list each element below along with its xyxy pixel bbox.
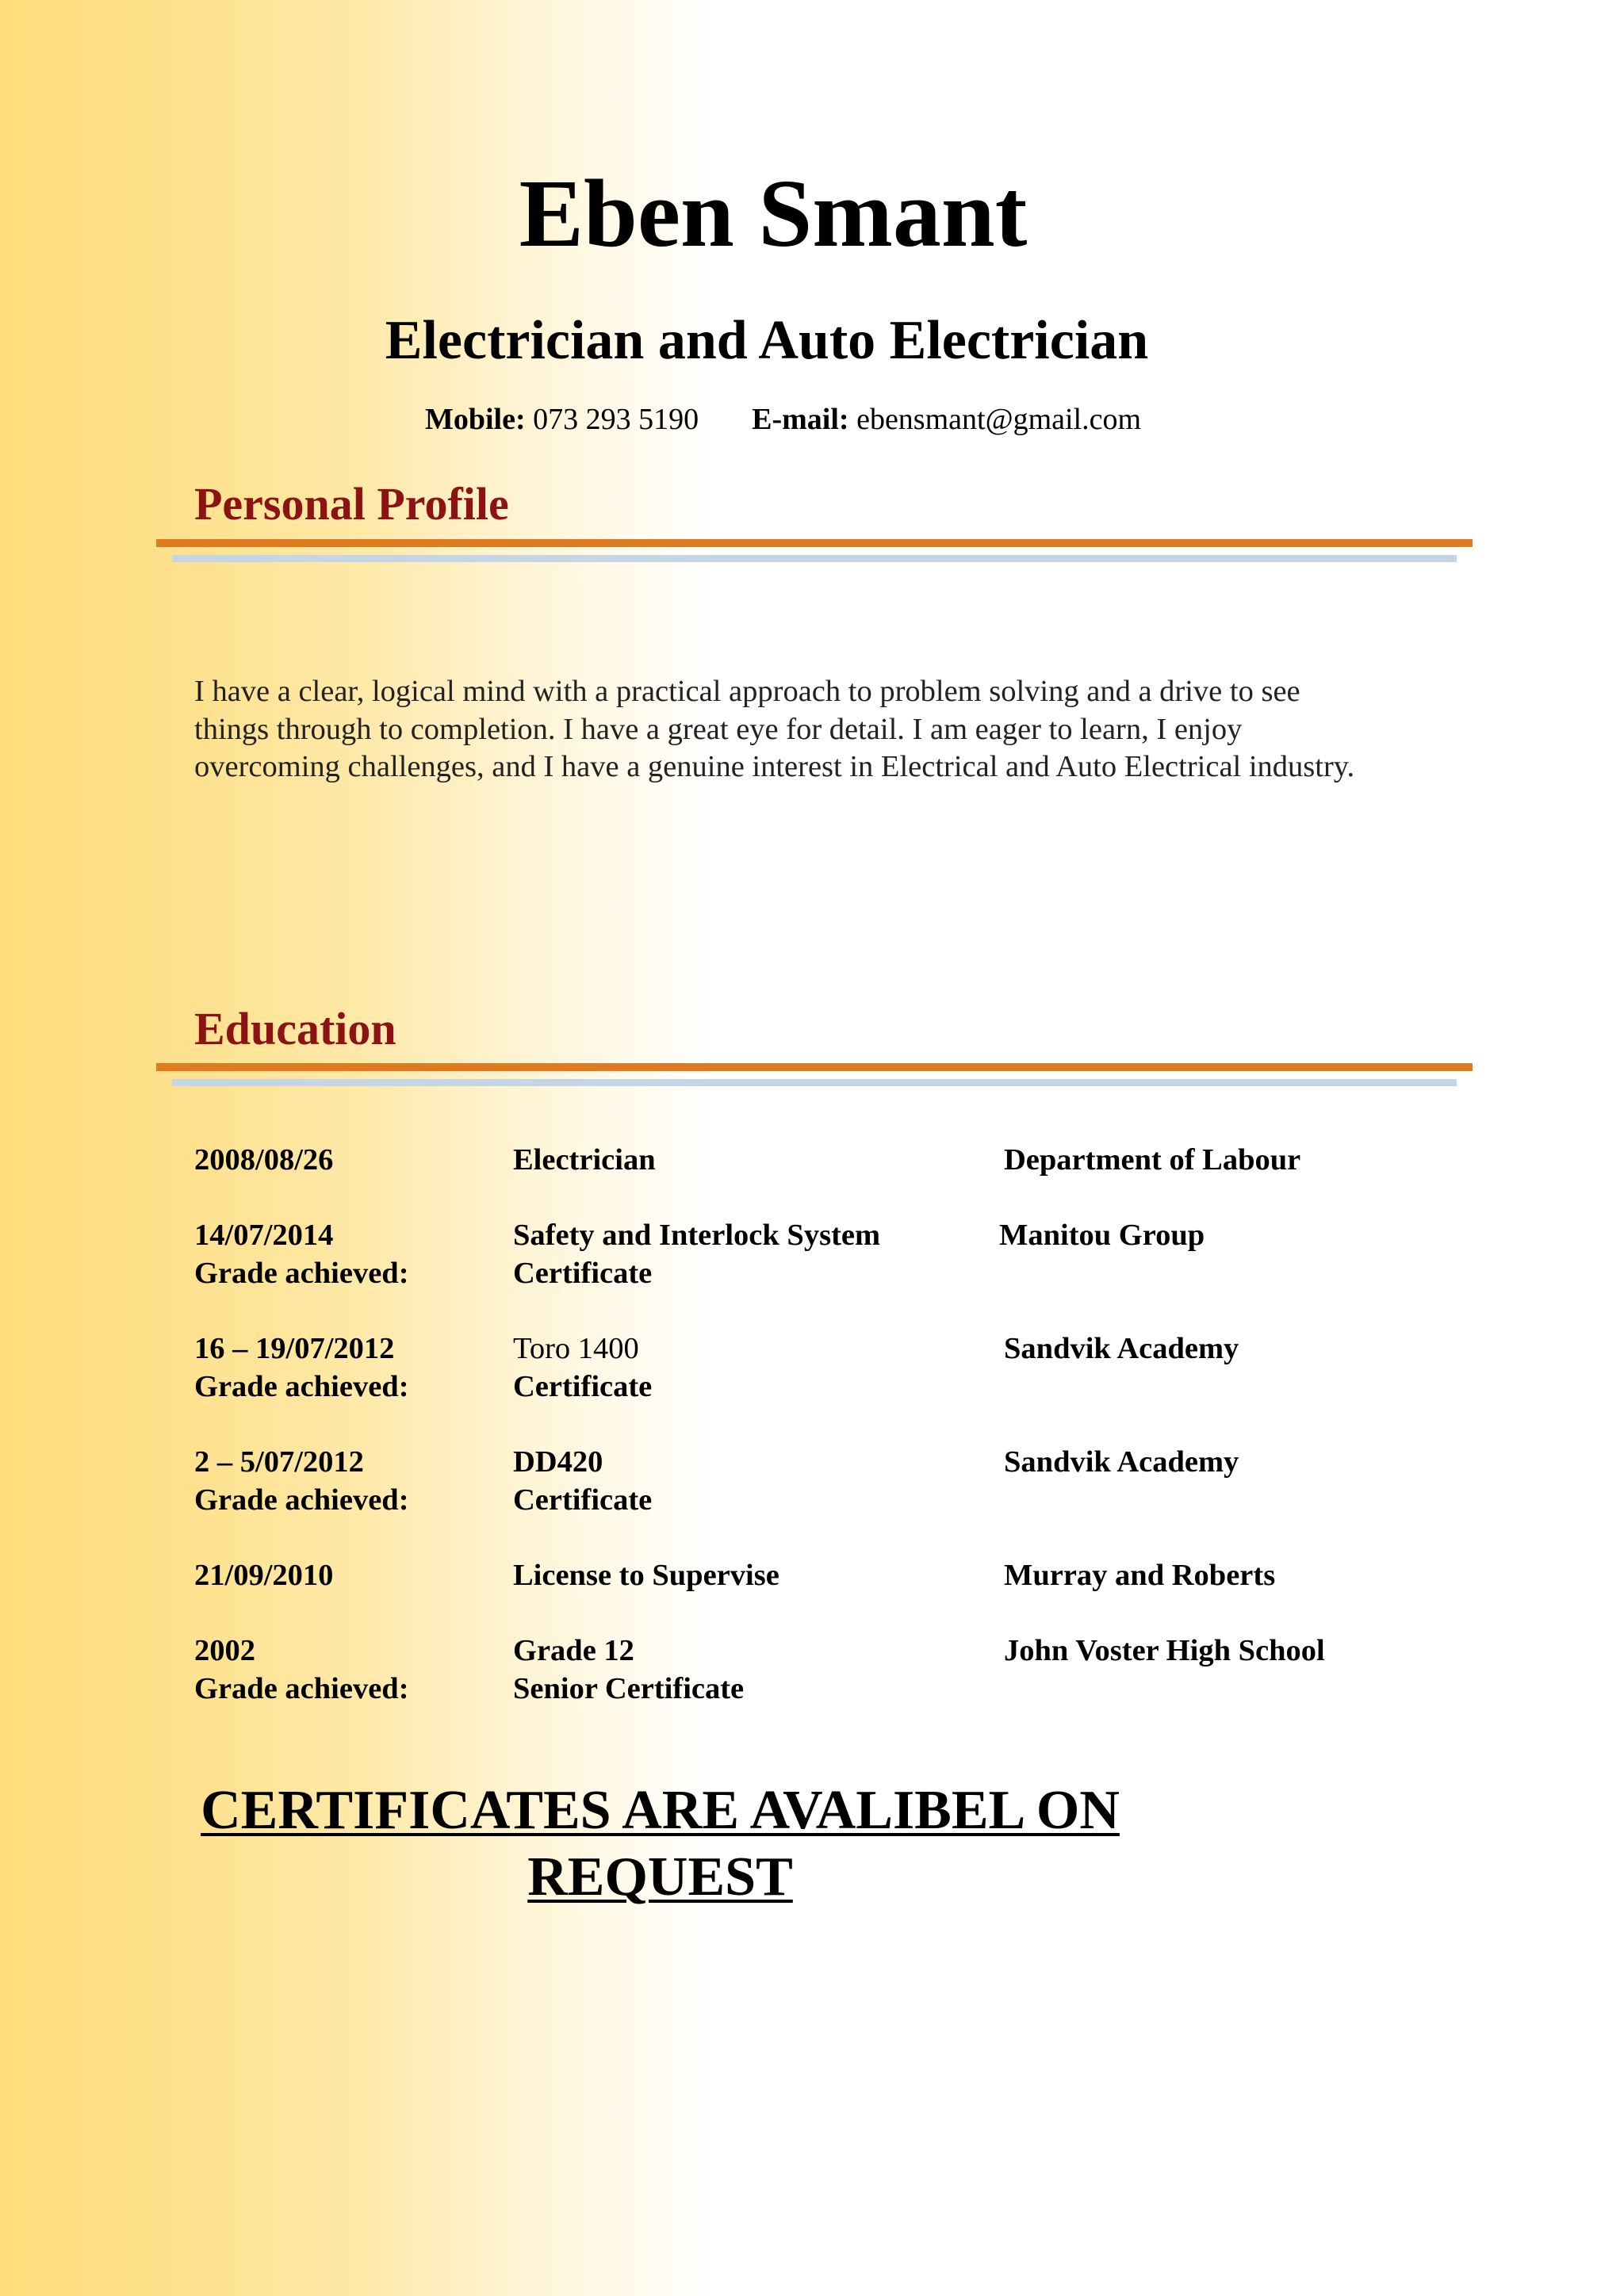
notice-line-2: REQUEST xyxy=(527,1846,793,1908)
job-title: Electrician and Auto Electrician xyxy=(385,310,1149,371)
edu-date: 16 – 19/07/2012 xyxy=(194,1332,395,1365)
edu-course: Grade 12 xyxy=(513,1634,634,1667)
certificates-notice xyxy=(194,1777,1126,1911)
edu-date: 2008/08/26 xyxy=(194,1143,334,1177)
edu-institution: Manitou Group xyxy=(999,1219,1205,1252)
email-value[interactable]: ebensmant@gmail.com xyxy=(856,403,1142,436)
contact-line xyxy=(425,399,1141,440)
edu-date: 2 – 5/07/2012 xyxy=(194,1445,364,1479)
edu-grade-label: Grade achieved: xyxy=(194,1370,409,1403)
edu-course: Electrician xyxy=(513,1143,656,1177)
education-rule-orange xyxy=(156,1063,1473,1071)
education-heading: Education xyxy=(194,1003,396,1054)
edu-grade-label: Grade achieved: xyxy=(194,1672,409,1705)
edu-course: Safety and Interlock System xyxy=(513,1219,881,1252)
edu-grade: Senior Certificate xyxy=(513,1672,745,1705)
edu-date: 14/07/2014 xyxy=(194,1219,334,1252)
profile-heading: Personal Profile xyxy=(194,478,509,530)
edu-course: DD420 xyxy=(513,1445,603,1479)
edu-institution: Department of Labour xyxy=(1004,1143,1301,1177)
edu-institution: John Voster High School xyxy=(1004,1634,1325,1667)
edu-grade-label: Grade achieved: xyxy=(194,1257,409,1290)
edu-grade-label: Grade achieved: xyxy=(194,1483,409,1517)
edu-course: License to Supervise xyxy=(513,1559,779,1592)
profile-text: I have a clear, logical mind with a practical approach to problem solving and a drive to see things through to completion. I have a great eye for detail. I am eager to learn, I enjoy overcoming challenges, and I have a genuine interest in Electrical and Auto Electrical industry. xyxy=(194,675,1355,783)
edu-institution: Sandvik Academy xyxy=(1004,1332,1239,1365)
mobile-value: 073 293 5190 xyxy=(533,403,699,436)
profile-rule-orange xyxy=(156,539,1473,547)
edu-grade: Certificate xyxy=(513,1483,653,1517)
email-label: E-mail: xyxy=(752,403,849,436)
edu-institution: Murray and Roberts xyxy=(1004,1559,1276,1592)
profile-rule-blue xyxy=(172,555,1457,562)
edu-date: 21/09/2010 xyxy=(194,1559,334,1592)
candidate-name: Eben Smant xyxy=(519,160,1028,267)
edu-course: Toro 1400 xyxy=(513,1332,639,1365)
education-rule-blue xyxy=(172,1079,1457,1086)
mobile-label: Mobile: xyxy=(425,403,526,436)
notice-line-1: CERTIFICATES ARE AVALIBEL ON xyxy=(201,1780,1120,1841)
edu-date: 2002 xyxy=(194,1634,255,1667)
edu-grade: Certificate xyxy=(513,1370,653,1403)
edu-institution: Sandvik Academy xyxy=(1004,1445,1239,1479)
edu-grade: Certificate xyxy=(513,1257,653,1290)
